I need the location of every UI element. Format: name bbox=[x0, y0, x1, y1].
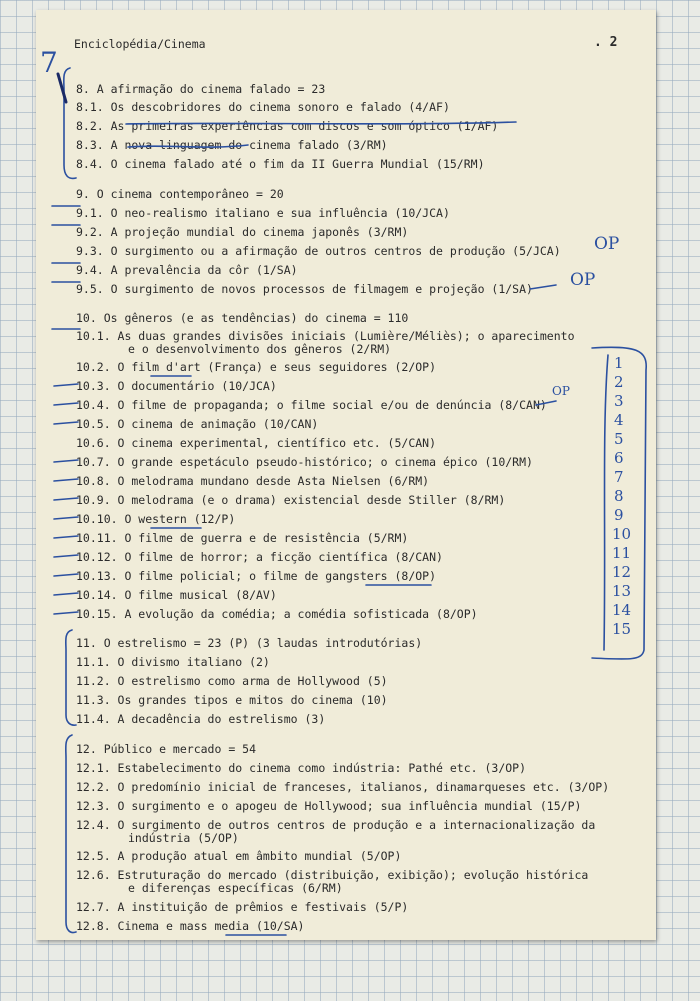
dash-mark bbox=[54, 574, 78, 576]
bracket-section-11 bbox=[66, 630, 76, 725]
outline-line: 11.1. O divismo italiano (2) bbox=[76, 655, 270, 669]
outline-line: 8.1. Os descobridores do cinema sonoro e falado (4/AF) bbox=[76, 100, 450, 114]
pen-annotations bbox=[36, 10, 656, 940]
underline-scribble bbox=[128, 145, 248, 147]
outline-line: 10.6. O cinema experimental, científico etc. (5/CAN) bbox=[76, 436, 437, 450]
section-heading: 10. Os gêneros (e as tendências) do cinema = 110 bbox=[76, 311, 409, 325]
column-number: 5 bbox=[614, 430, 624, 448]
dash-mark bbox=[54, 517, 78, 519]
dash-mark bbox=[54, 384, 78, 386]
column-number: 9 bbox=[614, 506, 624, 524]
page-number: . 2 bbox=[594, 35, 618, 50]
op-annotation: OP bbox=[570, 270, 596, 290]
outline-line-continued: e o desenvolvimento dos gêneros (2/RM) bbox=[128, 342, 392, 356]
outline-line: 12.2. O predomínio inicial de franceses, italianos, dinamarqueses etc. (3/OP) bbox=[76, 780, 610, 794]
outline-line: 9.5. O surgimento de novos processos de filmagem e projeção (1/SA) bbox=[76, 282, 533, 296]
outline-line: 10.13. O filme policial; o filme de gangsters (8/OP) bbox=[76, 569, 437, 583]
dash-mark bbox=[54, 612, 78, 614]
strike-can bbox=[536, 401, 556, 405]
dash-mark bbox=[54, 403, 78, 405]
outline-line: 10.4. O filme de propaganda; o filme social e/ou de denúncia (8/CAN) bbox=[76, 398, 547, 412]
outline-line: 10.10. O western (12/P) bbox=[76, 512, 236, 526]
bracket-section-12 bbox=[66, 735, 76, 933]
column-number: 10 bbox=[612, 525, 632, 543]
outline-line: 11.4. A decadência do estrelismo (3) bbox=[76, 712, 326, 726]
outline-line: 10.14. O filme musical (8/AV) bbox=[76, 588, 277, 602]
outline-line: 10.12. O filme de horror; a ficção científica (8/CAN) bbox=[76, 550, 443, 564]
column-number: 14 bbox=[612, 601, 632, 619]
outline-line: 12.4. O surgimento de outros centros de produção e a internacionalização da bbox=[76, 818, 596, 832]
outline-line: 12.3. O surgimento e o apogeu de Hollywood; sua influência mundial (15/P) bbox=[76, 799, 582, 813]
section-heading: 11. O estrelismo = 23 (P) (3 laudas introdutórias) bbox=[76, 636, 423, 650]
dash-mark bbox=[54, 536, 78, 538]
typed-page bbox=[36, 10, 656, 940]
bracket-section-8 bbox=[64, 68, 76, 178]
outline-line: 12.8. Cinema e mass media (10/SA) bbox=[76, 919, 305, 933]
outline-line: 9.2. A projeção mundial do cinema japonês (3/RM) bbox=[76, 225, 409, 239]
op-annotation: OP bbox=[594, 234, 620, 254]
section-heading: 12. Público e mercado = 54 bbox=[76, 742, 257, 756]
column-number: 12 bbox=[612, 563, 632, 581]
outline-line: 10.8. O melodrama mundano desde Asta Nielsen (6/RM) bbox=[76, 474, 430, 488]
outline-line: 10.9. O melodrama (e o drama) existencial desde Stiller (8/RM) bbox=[76, 493, 506, 507]
number-column-line bbox=[604, 355, 608, 650]
column-number: 1 bbox=[614, 354, 624, 372]
outline-line: 10.3. O documentário (10/JCA) bbox=[76, 379, 277, 393]
strike-sa bbox=[530, 285, 556, 289]
outline-line: 11.3. Os grandes tipos e mitos do cinema (10) bbox=[76, 693, 388, 707]
outline-line: 10.2. O film d'art (França) e seus seguidores (2/OP) bbox=[76, 360, 437, 374]
column-number: 13 bbox=[612, 582, 632, 600]
dash-mark bbox=[54, 422, 78, 424]
dash-mark bbox=[54, 479, 78, 481]
outline-line: 9.3. O surgimento ou a afirmação de outros centros de produção (5/JCA) bbox=[76, 244, 561, 258]
outline-line-continued: indústria (5/OP) bbox=[128, 831, 239, 845]
margin-mark: 7 bbox=[40, 46, 58, 79]
outline-line: 8.2. As primeiras experiências com discos e som óptico (1/AF) bbox=[76, 119, 499, 133]
outline-line: 8.4. O cinema falado até o fim da II Guerra Mundial (15/RM) bbox=[76, 157, 485, 171]
outline-line: 10.15. A evolução da comédia; a comédia sofisticada (8/OP) bbox=[76, 607, 478, 621]
column-number: 11 bbox=[612, 544, 632, 562]
page-header-title: Enciclopédia/Cinema bbox=[74, 37, 206, 51]
outline-line: 9.4. A prevalência da côr (1/SA) bbox=[76, 263, 298, 277]
outline-line: 12.1. Estabelecimento do cinema como indústria: Pathé etc. (3/OP) bbox=[76, 761, 527, 775]
strikethrough-line bbox=[126, 122, 516, 124]
outline-line: 10.7. O grande espetáculo pseudo-histórico; o cinema épico (10/RM) bbox=[76, 455, 533, 469]
column-number: 7 bbox=[614, 468, 624, 486]
column-number: 4 bbox=[614, 411, 624, 429]
outline-line: 11.2. O estrelismo como arma de Hollywood (5) bbox=[76, 674, 388, 688]
dash-mark bbox=[54, 555, 78, 557]
outline-line: 12.6. Estruturação do mercado (distribuição, exibição); evolução histórica bbox=[76, 868, 589, 882]
column-number: 2 bbox=[614, 373, 624, 391]
column-number: 8 bbox=[614, 487, 624, 505]
column-number: 15 bbox=[612, 620, 632, 638]
outline-line-continued: e diferenças específicas (6/RM) bbox=[128, 881, 343, 895]
outline-line: 12.7. A instituição de prêmios e festivais (5/P) bbox=[76, 900, 409, 914]
outline-line: 10.1. As duas grandes divisões iniciais (Lumière/Méliès); o aparecimento bbox=[76, 329, 575, 343]
dash-mark bbox=[54, 593, 78, 595]
op-annotation: OP bbox=[552, 384, 570, 398]
dash-mark bbox=[54, 460, 78, 462]
section-heading: 8. A afirmação do cinema falado = 23 bbox=[76, 82, 326, 96]
dash-mark bbox=[54, 498, 78, 500]
outline-line: 12.5. A produção atual em âmbito mundial (5/OP) bbox=[76, 849, 402, 863]
tick-mark bbox=[58, 74, 66, 102]
column-number: 6 bbox=[614, 449, 624, 467]
outline-line: 10.11. O filme de guerra e de resistência (5/RM) bbox=[76, 531, 409, 545]
column-number: 3 bbox=[614, 392, 624, 410]
outline-line: 9.1. O neo-realismo italiano e sua influência (10/JCA) bbox=[76, 206, 450, 220]
outline-line: 10.5. O cinema de animação (10/CAN) bbox=[76, 417, 319, 431]
section-heading: 9. O cinema contemporâneo = 20 bbox=[76, 187, 284, 201]
outline-line: 8.3. A nova linguagem do cinema falado (3/RM) bbox=[76, 138, 388, 152]
